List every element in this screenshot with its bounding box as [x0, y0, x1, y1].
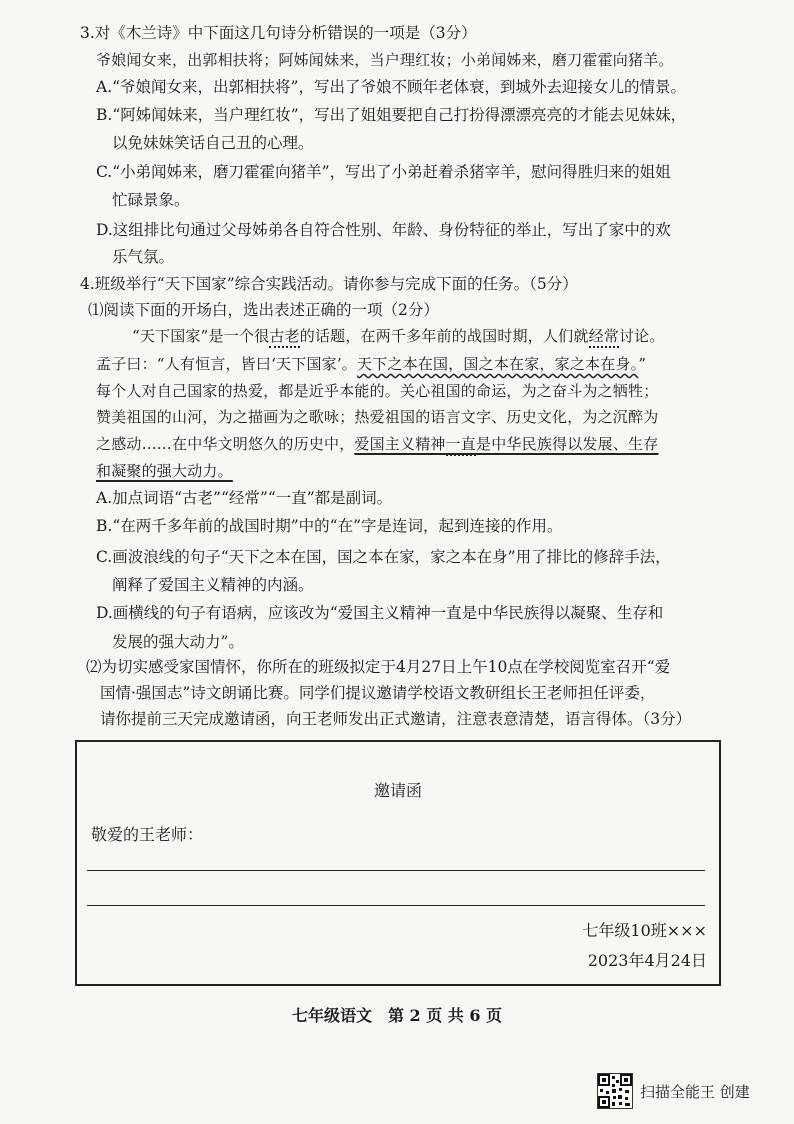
- qr-code-icon: [597, 1073, 633, 1109]
- passage-text: 之感动……在中华文明悠久的历史中，: [96, 435, 355, 453]
- dotted-word-jingchang: 经常: [589, 327, 619, 348]
- q4-subquestion-2-line3: 请你提前三天完成邀请函，向王老师发出正式邀请，注意表意清楚，语言得体。（3分）: [100, 710, 692, 728]
- q4-subquestion-2-line1: ⑵为切实感受家国情怀，你所在的班级拟定于4月27日上午10点在学校阅览室召开“爱: [86, 658, 671, 676]
- answer-line: [87, 870, 705, 871]
- invitation-letter-box: [75, 740, 721, 986]
- passage-text: “天下国家”是一个很: [132, 327, 270, 345]
- q4-subquestion-1: ⑴阅读下面的开场白，选出表述正确的一项（2分）: [88, 301, 439, 319]
- dotted-word-yizhi: 一直: [446, 435, 476, 456]
- passage-line-5: [96, 433, 658, 455]
- passage-line-3: 每个人对自己国家的热爱，都是近乎本能的。关心祖国的命运，为之奋斗为之牺牲；: [96, 382, 659, 400]
- q3-stem: 3.对《木兰诗》中下面这几句诗分析错误的一项是（3分）: [80, 24, 477, 42]
- page-footer: 七年级语文 第 2 页 共 6 页: [291, 1006, 503, 1025]
- passage-text: ”: [638, 355, 647, 373]
- answer-line: [87, 905, 705, 906]
- q4-option-b: B.“在两千多年前的战国时期”中的“在”字是连词，起到连接的作用。: [96, 517, 563, 535]
- passage-line-4: 赞美祖国的山河，为之描画为之歌咏；热爱祖国的语言文字、历史文化，为之沉醉为: [96, 408, 659, 426]
- q3-option-b-line2: 以免妹妹笑话自己丑的心理。: [112, 134, 314, 152]
- q4-stem: 4.班级举行“天下国家”综合实践活动。请你参与完成下面的任务。（5分）: [80, 275, 578, 293]
- passage-line-1: [132, 325, 665, 347]
- q4-option-c-line2: 阐释了爱国主义精神的内涵。: [112, 576, 314, 594]
- passage-text: 的话题，在两千多年前的战国时期，人们就: [299, 327, 589, 345]
- dotted-word-gulao: 古老: [269, 327, 299, 348]
- q4-option-a: A.加点词语“古老”“经常”“一直”都是副词。: [96, 489, 393, 507]
- q4-subquestion-2-line2: 国情·强国志”诗文朗诵比赛。同学们提议邀请学校语文教研组长王老师担任评委，: [100, 684, 656, 702]
- q3-poem: 爷娘闻女来，出郭相扶将；阿姊闻妹来，当户理红妆；小弟闻姊来，磨刀霍霍向猪羊。: [96, 51, 674, 69]
- passage-text: 孟子曰：“人有恒言，皆曰‘天下国家’。: [96, 355, 358, 373]
- q4-option-c-line1: C.画波浪线的句子“天下之本在国，国之本在家，家之本在身”用了排比的修辞手法，: [96, 548, 671, 566]
- q3-option-d-line1: D.这组排比句通过父母姊弟各自符合性别、年龄、身份特征的举止，写出了家中的欢: [96, 221, 671, 239]
- passage-line-6: [96, 460, 233, 482]
- wavy-underlined-sentence: 天下之本在国，国之本在家，家之本在身。: [357, 355, 639, 373]
- letter-date: 2023年4月24日: [587, 951, 707, 970]
- q3-option-d-line2: 乐气氛。: [112, 248, 175, 266]
- letter-title: 邀请函: [373, 781, 422, 800]
- q3-option-c-line2: 忙碌景象。: [112, 191, 190, 209]
- q4-option-d-line2: 发展的强大动力”。: [112, 633, 244, 651]
- q3-option-c-line1: C.“小弟闻姊来，磨刀霍霍向猪羊”，写出了小弟赶着杀猪宰羊，慰问得胜归来的姐姐: [96, 163, 671, 181]
- q3-option-a: A.“爷娘闻女来，出郭相扶将”，写出了爷娘不顾年老体衰，到城外去迎接女儿的情景。: [96, 78, 686, 96]
- letter-signature: 七年级10班×××: [582, 921, 707, 940]
- underlined-sentence: 是中华民族得以发展、生存: [476, 435, 659, 453]
- underlined-sentence: 爱国主义精神: [354, 435, 446, 453]
- underlined-sentence: 和凝聚的强大动力。: [96, 462, 233, 480]
- passage-line-2: [96, 353, 646, 375]
- q4-option-d-line1: D.画横线的句子有语病，应该改为“爱国主义精神一直是中华民族得以凝聚、生存和: [96, 604, 664, 622]
- q3-option-b-line1: B.“阿姊闻妹来，当户理红妆”，写出了姐姐要把自己打扮得漂漂亮亮的才能去见妹妹，: [96, 106, 687, 124]
- scanner-watermark-label: 扫描全能王 创建: [640, 1083, 750, 1101]
- passage-text: 讨论。: [618, 327, 665, 345]
- letter-salutation: 敬爱的王老师：: [91, 825, 204, 844]
